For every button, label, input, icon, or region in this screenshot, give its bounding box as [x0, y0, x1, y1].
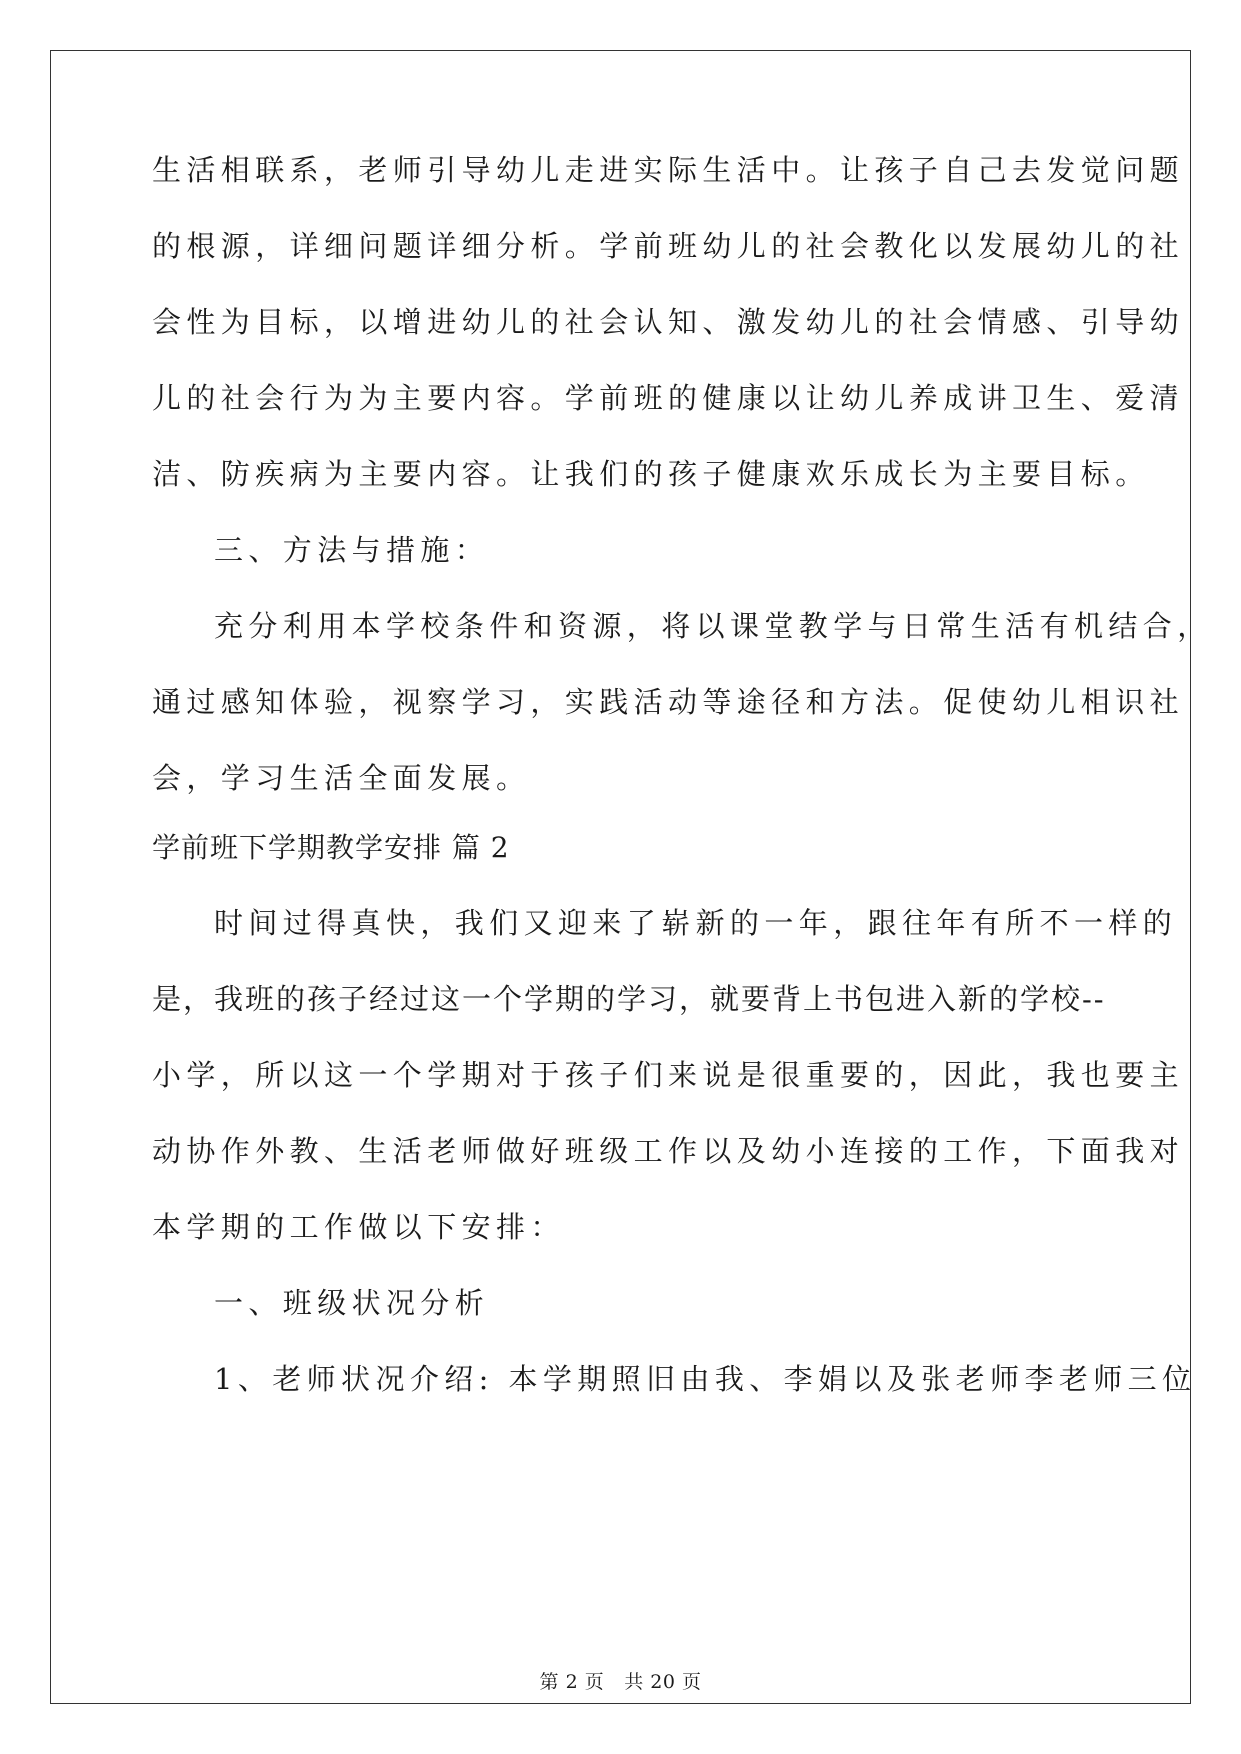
body-text-line: 本学期的工作做以下安排：: [152, 1210, 565, 1244]
body-text-line: 小学，所以这一个学期对于孩子们来说是很重要的，因此，我也要主: [152, 1058, 1185, 1092]
page-border: [50, 50, 1191, 1704]
body-text-line: 会性为目标，以增进幼儿的社会认知、激发幼儿的社会情感、引导幼: [152, 305, 1185, 339]
page-total: 共 20 页: [624, 1671, 702, 1693]
body-text-line: 生活相联系，老师引导幼儿走进实际生活中。让孩子自己去发觉问题: [152, 153, 1185, 187]
section-heading-class-analysis: 一、班级状况分析: [214, 1286, 490, 1320]
body-text-line: 是，我班的孩子经过这一个学期的学习，就要背上书包进入新的学校--: [152, 982, 1106, 1016]
body-text-line: 时间过得真快，我们又迎来了崭新的一年，跟往年有所不一样的: [214, 906, 1178, 940]
section-heading-methods: 三、方法与措施：: [214, 533, 490, 567]
body-text-line: 洁、防疾病为主要内容。让我们的孩子健康欢乐成长为主要目标。: [152, 457, 1150, 491]
body-text-line: 会，学习生活全面发展。: [152, 761, 531, 795]
body-text-line: 儿的社会行为为主要内容。学前班的健康以让幼儿养成讲卫生、爱清: [152, 381, 1185, 415]
body-text-line: 动协作外教、生活老师做好班级工作以及幼小连接的工作，下面我对: [152, 1134, 1185, 1168]
body-text-line: 充分利用本学校条件和资源，将以课堂教学与日常生活有机结合，: [214, 609, 1212, 643]
page-number: 第 2 页: [539, 1671, 605, 1693]
article-title: 学前班下学期教学安排 篇 2: [152, 831, 510, 864]
body-text-line: 通过感知体验，视察学习，实践活动等途径和方法。促使幼儿相识社: [152, 685, 1185, 719]
body-text-line: 1、老师状况介绍: 本学期照旧由我、李娟以及张老师李老师三位: [214, 1362, 1197, 1396]
page-footer: [0, 1670, 1241, 1694]
body-text-line: 的根源，详细问题详细分析。学前班幼儿的社会教化以发展幼儿的社: [152, 229, 1185, 263]
